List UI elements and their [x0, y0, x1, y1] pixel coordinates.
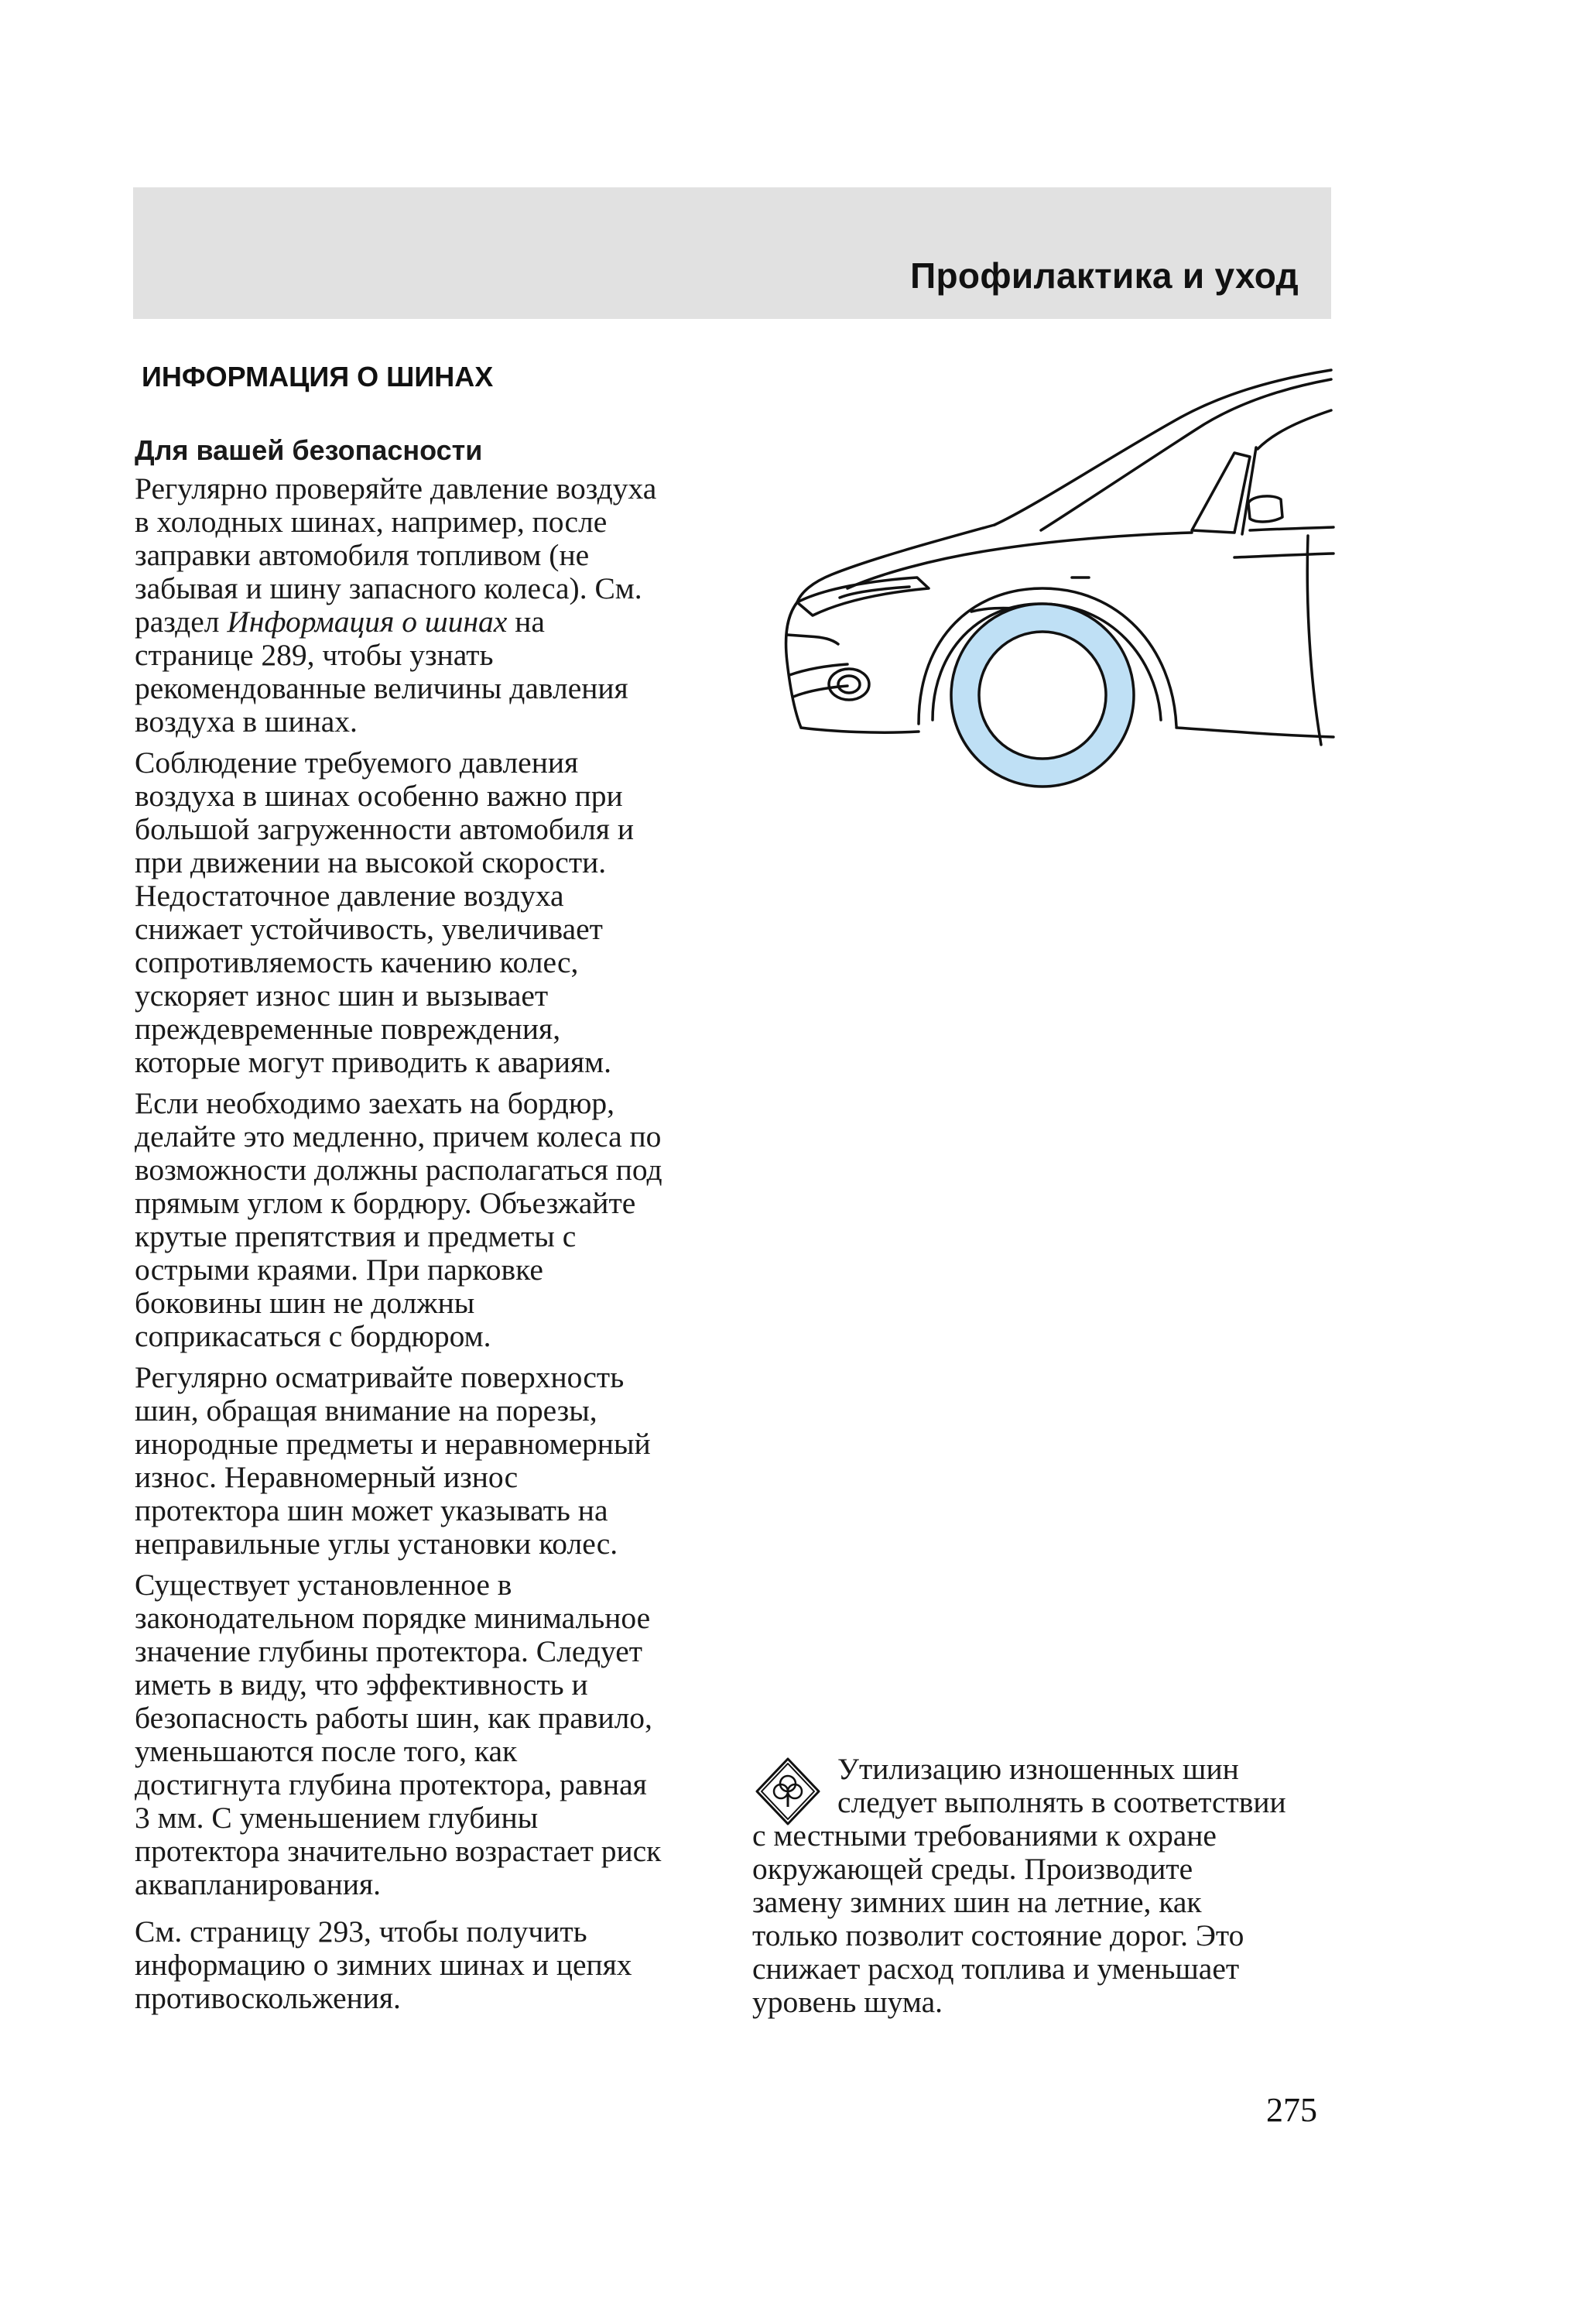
text-line: острыми краями. При парковке: [135, 1253, 543, 1287]
text-line: Если необходимо заехать на бордюр,: [135, 1086, 615, 1120]
text-line: большой загруженности автомобиля и: [135, 812, 634, 846]
paragraph-pressure-importance: [135, 746, 723, 1079]
text-line: только позволит состояние дорог. Это: [752, 1918, 1244, 1952]
text-line: рекомендованные величины давления: [135, 671, 628, 705]
text-line: достигнута глубина протектора, равная: [135, 1767, 647, 1801]
text-line: боковины шин не должны: [135, 1286, 475, 1320]
text-line: воздуха в шинах.: [135, 704, 358, 739]
paragraph-inspection: [135, 1361, 723, 1561]
text-line: См. страницу 293, чтобы получить: [135, 1914, 587, 1949]
text-line: воздуха в шинах особенно важно при: [135, 779, 623, 813]
section-heading: ИНФОРМАЦИЯ О ШИНАХ: [142, 361, 494, 392]
paragraph-tread-depth: [135, 1568, 723, 1901]
text-line: возможности должны располагаться под: [135, 1153, 662, 1187]
text-line: Существует установленное в: [135, 1568, 512, 1602]
left-column: [135, 434, 723, 2023]
text-line: Утилизацию изношенных шин: [837, 1752, 1239, 1786]
text-line: Недостаточное давление воздуха: [135, 879, 564, 913]
text-line: снижает устойчивость, увеличивает: [135, 912, 603, 946]
text-line: уровень шума.: [752, 1985, 943, 2019]
text-line: ускоряет износ шин и вызывает: [135, 979, 549, 1013]
text-line: забывая и шину запасного колеса). См.: [135, 571, 642, 605]
paragraph-curb: [135, 1087, 723, 1353]
text-fragment: раздел: [135, 605, 228, 639]
text-line: Регулярно проверяйте давление воздуха: [135, 471, 657, 506]
header-band: [133, 187, 1331, 319]
text-line: [135, 605, 723, 639]
safety-subheading: Для вашей безопасности: [135, 434, 483, 466]
paragraph-winter-tires: [135, 1915, 723, 2015]
car-front-illustration: [739, 356, 1335, 821]
text-line: в холодных шинах, например, после: [135, 505, 608, 539]
text-line: уменьшаются после того, как: [135, 1734, 518, 1768]
page-number: 275: [1266, 2091, 1317, 2129]
text-line: протектора шин может указывать на: [135, 1493, 608, 1527]
text-line: прямым углом к бордюру. Объезжайте: [135, 1186, 636, 1220]
text-line: шин, обращая внимание на порезы,: [135, 1393, 597, 1428]
text-line: соприкасаться с бордюром.: [135, 1319, 491, 1353]
text-line: иметь в виду, что эффективность и: [135, 1668, 588, 1702]
environment-note: [752, 1753, 1340, 2019]
text-line: инородные предметы и неравномерный: [135, 1427, 651, 1461]
text-line: сопротивляемость качению колес,: [135, 945, 579, 979]
cross-reference-italic: Информация о шинах: [227, 605, 508, 639]
text-line: безопасность работы шин, как правило,: [135, 1701, 652, 1735]
text-line: преждевременные повреждения,: [135, 1012, 561, 1046]
wheel-rim: [979, 632, 1106, 759]
text-line: аквапланирования.: [135, 1867, 382, 1901]
text-line: которые могут приводить к авариям.: [135, 1045, 612, 1079]
text-line: заправки автомобиля топливом (не: [135, 538, 590, 572]
text-line: следует выполнять в соответствии: [837, 1785, 1286, 1819]
text-line: окружающей среды. Производите: [752, 1852, 1193, 1886]
text-line: снижает расход топлива и уменьшает: [752, 1952, 1240, 1986]
text-line: противоскольжения.: [135, 1981, 401, 2015]
text-line: с местными требованиями к охране: [752, 1818, 1217, 1853]
text-line: 3 мм. С уменьшением глубины: [135, 1801, 539, 1835]
text-line: замену зимних шин на летние, как: [752, 1885, 1202, 1919]
text-line: Регулярно осматривайте поверхность: [135, 1360, 625, 1394]
text-line: Соблюдение требуемого давления: [135, 746, 579, 780]
text-line: протектора значительно возрастает риск: [135, 1834, 662, 1868]
text-line: делайте это медленно, причем колеса по: [135, 1119, 662, 1153]
text-line: странице 289, чтобы узнать: [135, 638, 494, 672]
text-fragment: на: [507, 605, 545, 639]
text-line: неправильные углы установки колес.: [135, 1527, 618, 1561]
text-line: информацию о зимних шинах и цепях: [135, 1948, 632, 1982]
page-title: Профилактика и уход: [910, 255, 1299, 296]
tree-in-diamond-icon: [752, 1756, 823, 1830]
text-line: законодательном порядке минимальное: [135, 1601, 651, 1635]
text-line: износ. Неравномерный износ: [135, 1460, 519, 1494]
environment-note-text: [752, 1753, 1340, 2019]
paragraph-pressure-check: [135, 472, 723, 739]
text-line: значение глубины протектора. Следует: [135, 1634, 642, 1668]
text-line: при движении на высокой скорости.: [135, 845, 607, 879]
text-line: крутые препятствия и предметы с: [135, 1219, 577, 1253]
